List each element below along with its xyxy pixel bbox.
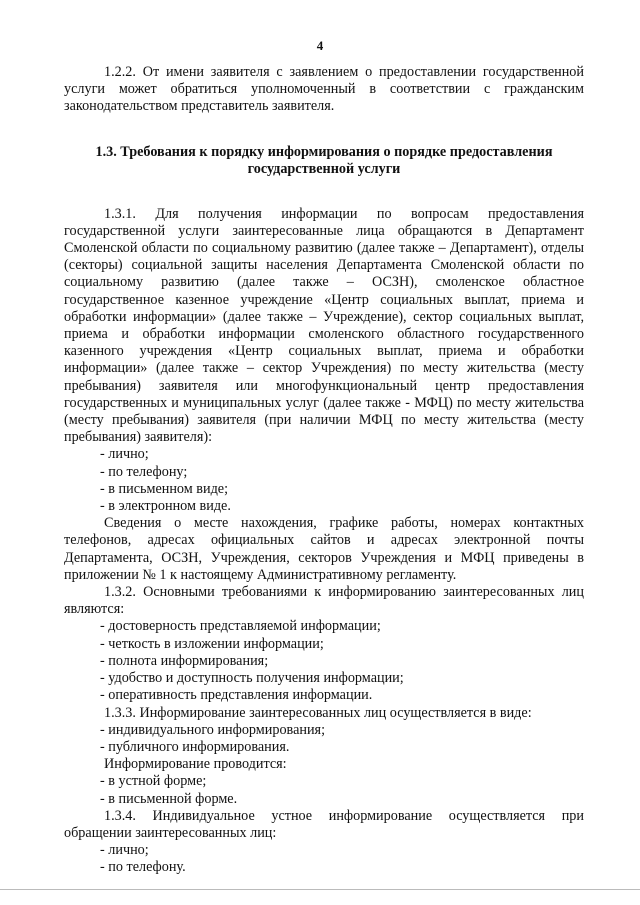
page-number: 4 xyxy=(316,38,324,53)
paragraph-inform-conducted: Информирование проводится: xyxy=(104,756,287,773)
heading-line-1: 1.3. Требования к порядку информирования о порядке предоставления xyxy=(95,143,553,160)
paragraph-1-3-4: 1.3.4. Индивидуальное устное информирование осуществляется при обращении заинтересованных лиц: xyxy=(64,807,584,841)
list-item: - достоверность представляемой информации; xyxy=(100,618,381,635)
list-item: - лично; xyxy=(100,842,149,859)
bottom-divider xyxy=(0,889,640,890)
document-body xyxy=(64,64,584,877)
paragraph-1-3-2: 1.3.2. Основными требованиями к информированию заинтересованных лиц являются: xyxy=(64,584,584,618)
list-item: - оперативность представления информации. xyxy=(100,687,373,704)
heading-line-2: государственной услуги xyxy=(247,160,401,177)
list-item: - в устной форме; xyxy=(100,773,207,790)
list-item: - индивидуального информирования; xyxy=(100,721,326,738)
list-item: - в письменном виде; xyxy=(100,480,229,497)
paragraph-1-2-2: 1.2.2. От имени заявителя с заявлением о предоставлении государственной услуги может обратиться уполномоченный в соответствии с гражданским законодательством представитель заявителя. xyxy=(64,64,584,115)
list-item: - по телефону. xyxy=(100,859,186,876)
list-item: - лично; xyxy=(100,446,149,463)
section-heading-1-3 xyxy=(64,144,584,178)
list-item: - публичного информирования. xyxy=(100,738,290,755)
list-item: - в электронном виде. xyxy=(100,498,231,515)
paragraph-1-3-3: 1.3.3. Информирование заинтересованных лиц осуществляется в виде: xyxy=(104,704,532,721)
list-item: - удобство и доступность получения информации; xyxy=(100,670,404,687)
paragraph-contact-info: Сведения о месте нахождения, графике работы, номерах контактных телефонов, адресах официальных сайтов и адресах электронной почты Департамента, ОСЗН, Учреждения, секторов Учреждения и МФЦ приведены в приложении № 1 к настоящему Административному регламенту. xyxy=(64,515,584,583)
list-item: - в письменной форме. xyxy=(100,790,238,807)
list-item: - полнота информирования; xyxy=(100,652,269,669)
list-item: - по телефону; xyxy=(100,463,188,480)
list-item: - четкость в изложении информации; xyxy=(100,635,324,652)
paragraph-1-3-1: 1.3.1. Для получения информации по вопросам предоставления государственной услуги заинтересованные лица обращаются в Департамент Смоленской области по социальному развитию (далее также – Департамент), отделы (секторы) социальной защиты населения Департамента Смоленской области по социальному развитию (далее также – ОСЗН), смоленское областное государственное казенное учреждение «Центр социальных выплат, приема и обработки информации» (далее также – Учреждение), сектор социальных выплат, приема и обработки информации смоленского областного государственного казенного учреждения «Центр социальных выплат, приема и обработки информации» (далее также – сектор Учреждения) по месту жительства (месту пребывания) заявителя или многофункциональный центр предоставления государственных и муниципальных услуг (далее также - МФЦ) по месту жительства (месту пребывания) заявителя (при наличии МФЦ по месту жительства (месту пребывания) заявителя): xyxy=(64,205,584,446)
